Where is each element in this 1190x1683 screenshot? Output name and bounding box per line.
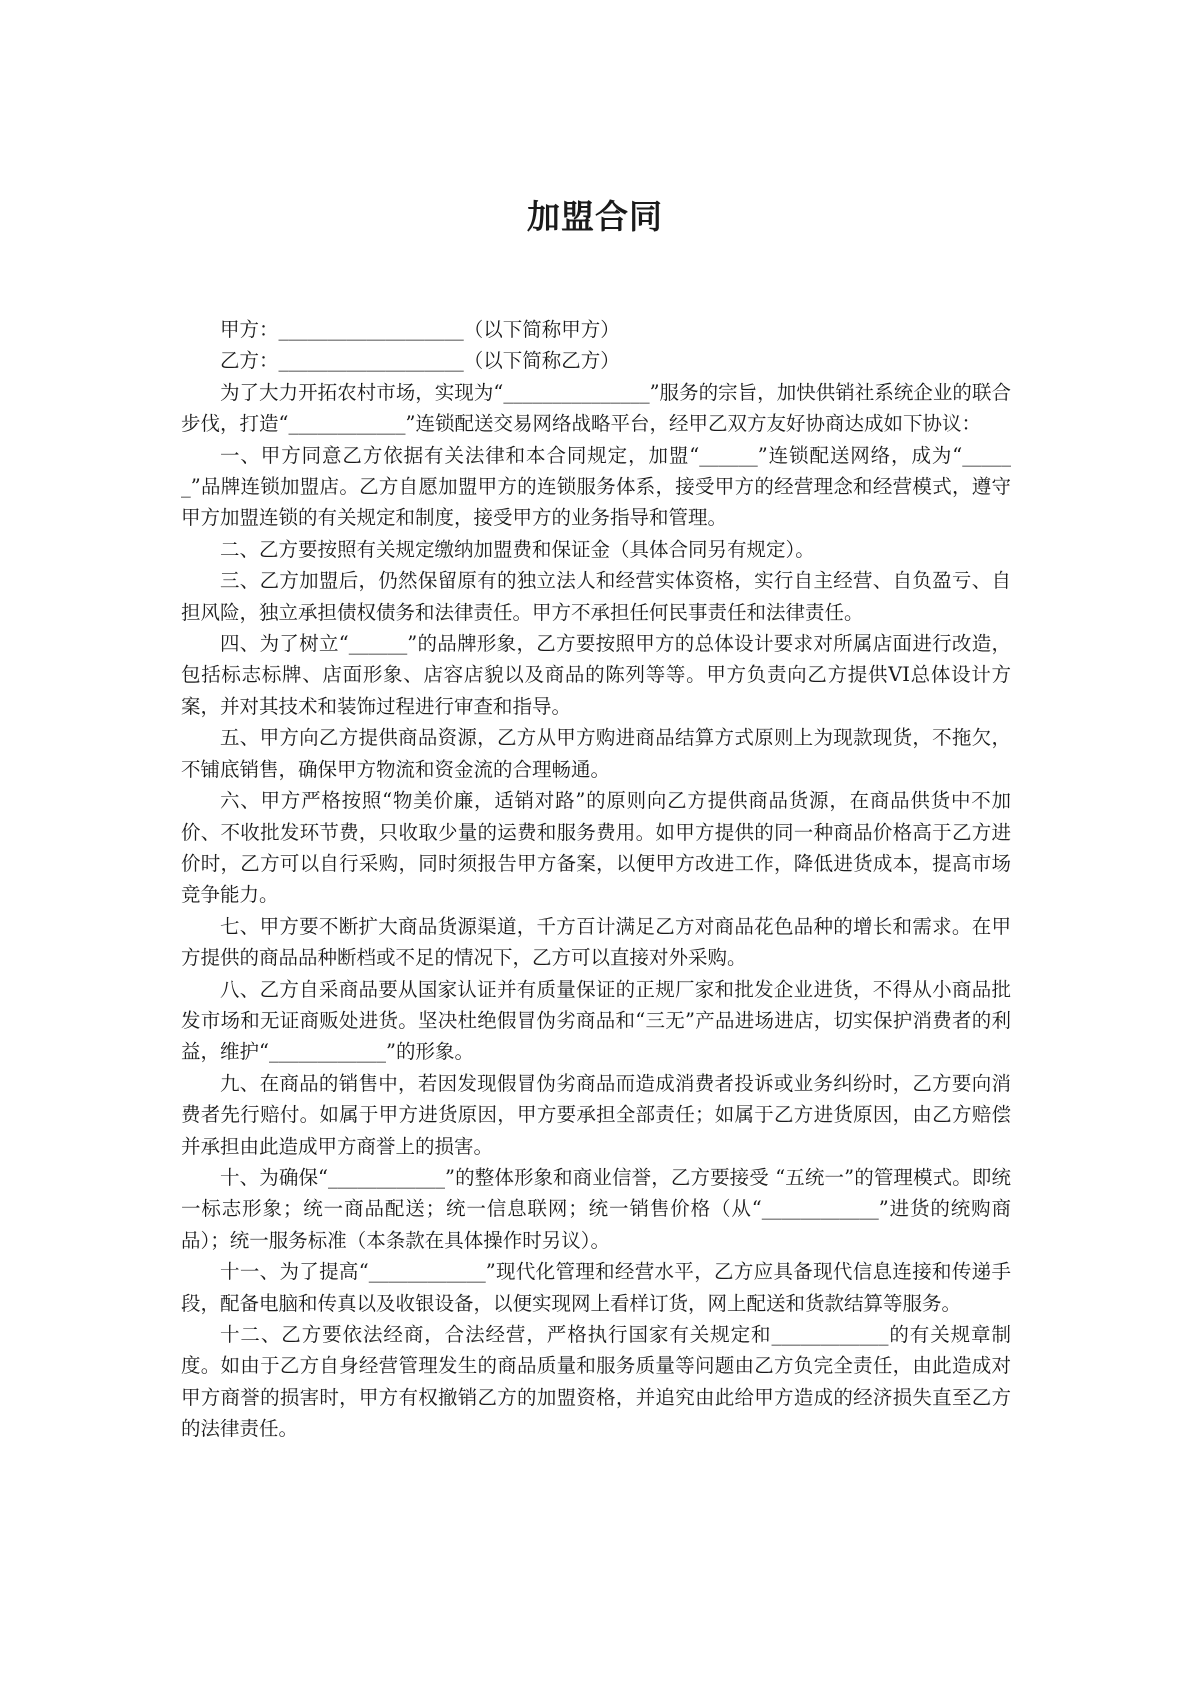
document-title: 加盟合同 (527, 197, 663, 236)
party-a-line: 甲方：___________________（以下简称甲方） (220, 318, 620, 341)
clause-8: 八、乙方自采商品要从国家认证并有质量保证的正规厂家和批发企业进货，不得从小商品批发市场和无证商贩处进货。坚决杜绝假冒伪劣商品和“三无”产品进场进店，切实保护消费者的利益，维护“____________”的形象。 (181, 977, 1011, 1064)
clause-5: 五、甲方向乙方提供商品资源，乙方从甲方购进商品结算方式原则上为现款现货，不拖欠，不铺底销售，确保甲方物流和资金流的合理畅通。 (181, 726, 1011, 781)
clause-9: 九、在商品的销售中，若因发现假冒伪劣商品而造成消费者投诉或业务纠纷时，乙方要向消费者先行赔付。如属于甲方进货原因，甲方要承担全部责任；如属于乙方进货原因，由乙方赔偿并承担由此造成甲方商誉上的损害。 (181, 1071, 1011, 1158)
clause-4: 四、为了树立“______”的品牌形象，乙方要按照甲方的总体设计要求对所属店面进行改造，包括标志标牌、店面形象、店容店貌以及商品的陈列等等。甲方负责向乙方提供VI总体设计方案，并对其技术和装饰过程进行审查和指导。 (181, 632, 1011, 718)
clause-12: 十二、乙方要依法经商，合法经营，严格执行国家有关规定和____________的有关规章制度。如由于乙方自身经营管理发生的商品质量和服务质量等问题由乙方负完全责任，由此造成对甲方商誉的损害时，甲方有权撤销乙方的加盟资格，并追究由此给甲方造成的经济损失直至乙方的法律责任。 (181, 1323, 1011, 1441)
clause-7: 七、甲方要不断扩大商品货源渠道，千方百计满足乙方对商品花色品种的增长和需求。在甲方提供的商品品种断档或不足的情况下，乙方可以直接对外采购。 (181, 914, 1011, 970)
clause-2: 二、乙方要按照有关规定缴纳加盟费和保证金（具体合同另有规定）。 (220, 537, 815, 561)
document-body (181, 314, 1011, 1445)
clause-11: 十一、为了提高“____________”现代化管理和经营水平，乙方应具备现代信息连接和传递手段，配备电脑和传真以及收银设备，以便实现网上看样订货，网上配送和货款结算等服务。 (181, 1260, 1011, 1315)
preamble-paragraph: 为了大力开拓农村市场，实现为“_______________”服务的宗旨，加快供销社系统企业的联合步伐，打造“____________”连锁配送交易网络战略平台，经甲乙双方友好协商达成如下协议： (181, 380, 1011, 436)
clause-6: 六、甲方严格按照“物美价廉，适销对路”的原则向乙方提供商品货源，在商品供货中不加价、不收批发环节费，只收取少量的运费和服务费用。如甲方提供的同一种商品价格高于乙方进价时，乙方可以自行采购，同时须报告甲方备案，以便甲方改进工作，降低进货成本，提高市场竞争能力。 (181, 789, 1011, 907)
clause-3: 三、乙方加盟后，仍然保留原有的独立法人和经营实体资格，实行自主经营、自负盈亏、自担风险，独立承担债权债务和法律责任。甲方不承担任何民事责任和法律责任。 (181, 569, 1011, 624)
clause-10: 十、为确保“____________”的整体形象和商业信誉，乙方要接受 “五统一”的管理模式。即统一标志形象；统一商品配送；统一信息联网；统一销售价格（从“____________”进货的统购商品）；统一服务标准（本条款在具体操作时另议）。 (181, 1165, 1011, 1252)
party-b-line: 乙方：___________________（以下简称乙方） (220, 349, 620, 373)
clause-1: 一、甲方同意乙方依据有关法律和本合同规定，加盟“______”连锁配送网络，成为“______”品牌连锁加盟店。乙方自愿加盟甲方的连锁服务体系，接受甲方的经营理念和经营模式，遵守甲方加盟连锁的有关规定和制度，接受甲方的业务指导和管理。 (181, 443, 1011, 530)
